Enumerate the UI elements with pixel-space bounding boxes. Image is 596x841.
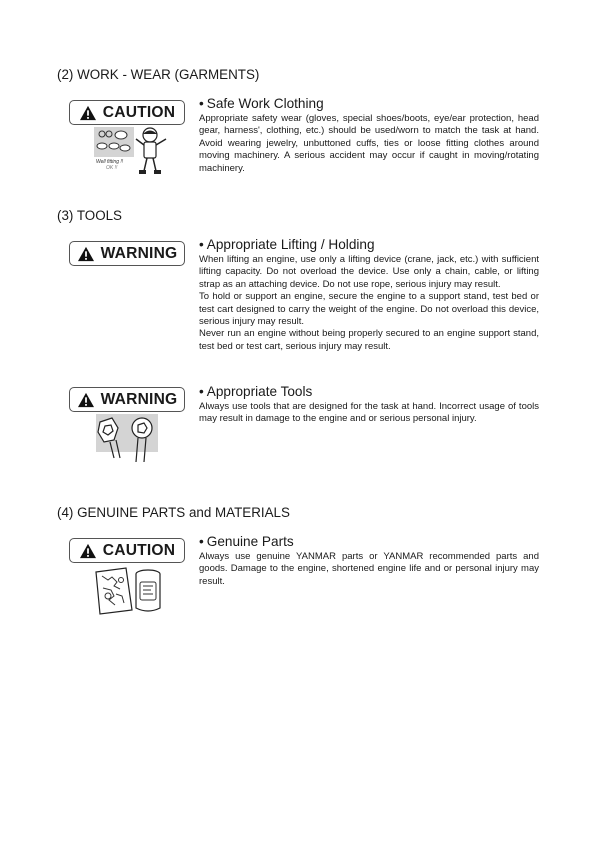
safe-work-clothing-block xyxy=(199,96,539,175)
genuine-parts-illustration xyxy=(94,566,164,616)
sign-label: WARNING xyxy=(100,244,178,262)
warning-sign xyxy=(69,387,185,412)
section-title-genuine-parts: (4) GENUINE PARTS and MATERIALS xyxy=(57,505,290,520)
item-heading xyxy=(199,384,539,399)
paragraph: Always use tools that are designed for the task at hand. Incorrect usage of tools may result in damage to the engine and or serious personal injury. xyxy=(199,401,539,425)
heading-text: Appropriate Tools xyxy=(206,384,313,399)
item-heading xyxy=(199,237,539,252)
appropriate-tools-block xyxy=(199,384,539,426)
parts-and-oil-can-icon xyxy=(94,566,164,616)
sign-label: WARNING xyxy=(100,390,178,408)
paragraph: Never run an engine without being properly secured to an engine support stand, test bed or test cart, serious injury may result. xyxy=(199,328,539,352)
section-title-tools: (3) TOOLS xyxy=(57,208,122,223)
worker-safety-gear-icon xyxy=(94,127,176,179)
paragraph: Always use genuine YANMAR parts or YANMAR recommended parts and goods. Damage to the engine, shortened engine life and or personal injury may result. xyxy=(199,551,539,587)
warning-sign xyxy=(69,241,185,266)
warning-triangle-icon xyxy=(77,392,95,408)
warning-triangle-icon xyxy=(79,543,97,559)
paragraph: To hold or support an engine, secure the engine to a support stand, test bed or test cart designed to carry the weight of the engine. Do not overload this device, serious injury may result. xyxy=(199,291,539,328)
sign-label: CAUTION xyxy=(102,103,176,121)
caution-sign xyxy=(69,538,185,563)
section-title-work-wear: (2) WORK - WEAR (GARMENTS) xyxy=(57,67,260,82)
lifting-holding-block xyxy=(199,237,539,353)
heading-text: Appropriate Lifting / Holding xyxy=(206,237,375,252)
genuine-parts-block xyxy=(199,534,539,588)
worker-safety-gear-illustration xyxy=(94,127,176,179)
illustration-caption: OK !! xyxy=(106,165,118,171)
wrench-on-bolt-icon xyxy=(96,414,158,464)
heading-text: Genuine Parts xyxy=(206,534,294,549)
bullet: • xyxy=(199,534,204,549)
paragraph: When lifting an engine, use only a lifting device (crane, jack, etc.) with sufficient lifting capacity. Do not overload the device. Use only a chain, cable, or lifting strap as an attaching device. Do not use rope, serious injury may result. xyxy=(199,254,539,290)
warning-triangle-icon xyxy=(77,246,95,262)
illustration-caption: Well fitting !! xyxy=(96,159,124,165)
sign-label: CAUTION xyxy=(102,541,176,559)
heading-text: Safe Work Clothing xyxy=(206,96,324,111)
bullet: • xyxy=(199,96,204,111)
warning-triangle-icon xyxy=(79,105,97,121)
bullet: • xyxy=(199,237,204,252)
caution-sign xyxy=(69,100,185,125)
paragraph: Appropriate safety wear (gloves, special shoes/boots, eye/ear protection, head gear, harness', clothing, etc.) should be used/worn to match the task at hand. Avoid wearing jewelry, unbuttoned cuffs, ties or loose fitting clothes around moving machinery. A serious accident may occur if caught in moving/rotating machinery. xyxy=(199,113,539,174)
item-heading xyxy=(199,534,539,549)
wrench-illustration xyxy=(96,414,158,464)
bullet: • xyxy=(199,384,204,399)
item-heading xyxy=(199,96,539,111)
